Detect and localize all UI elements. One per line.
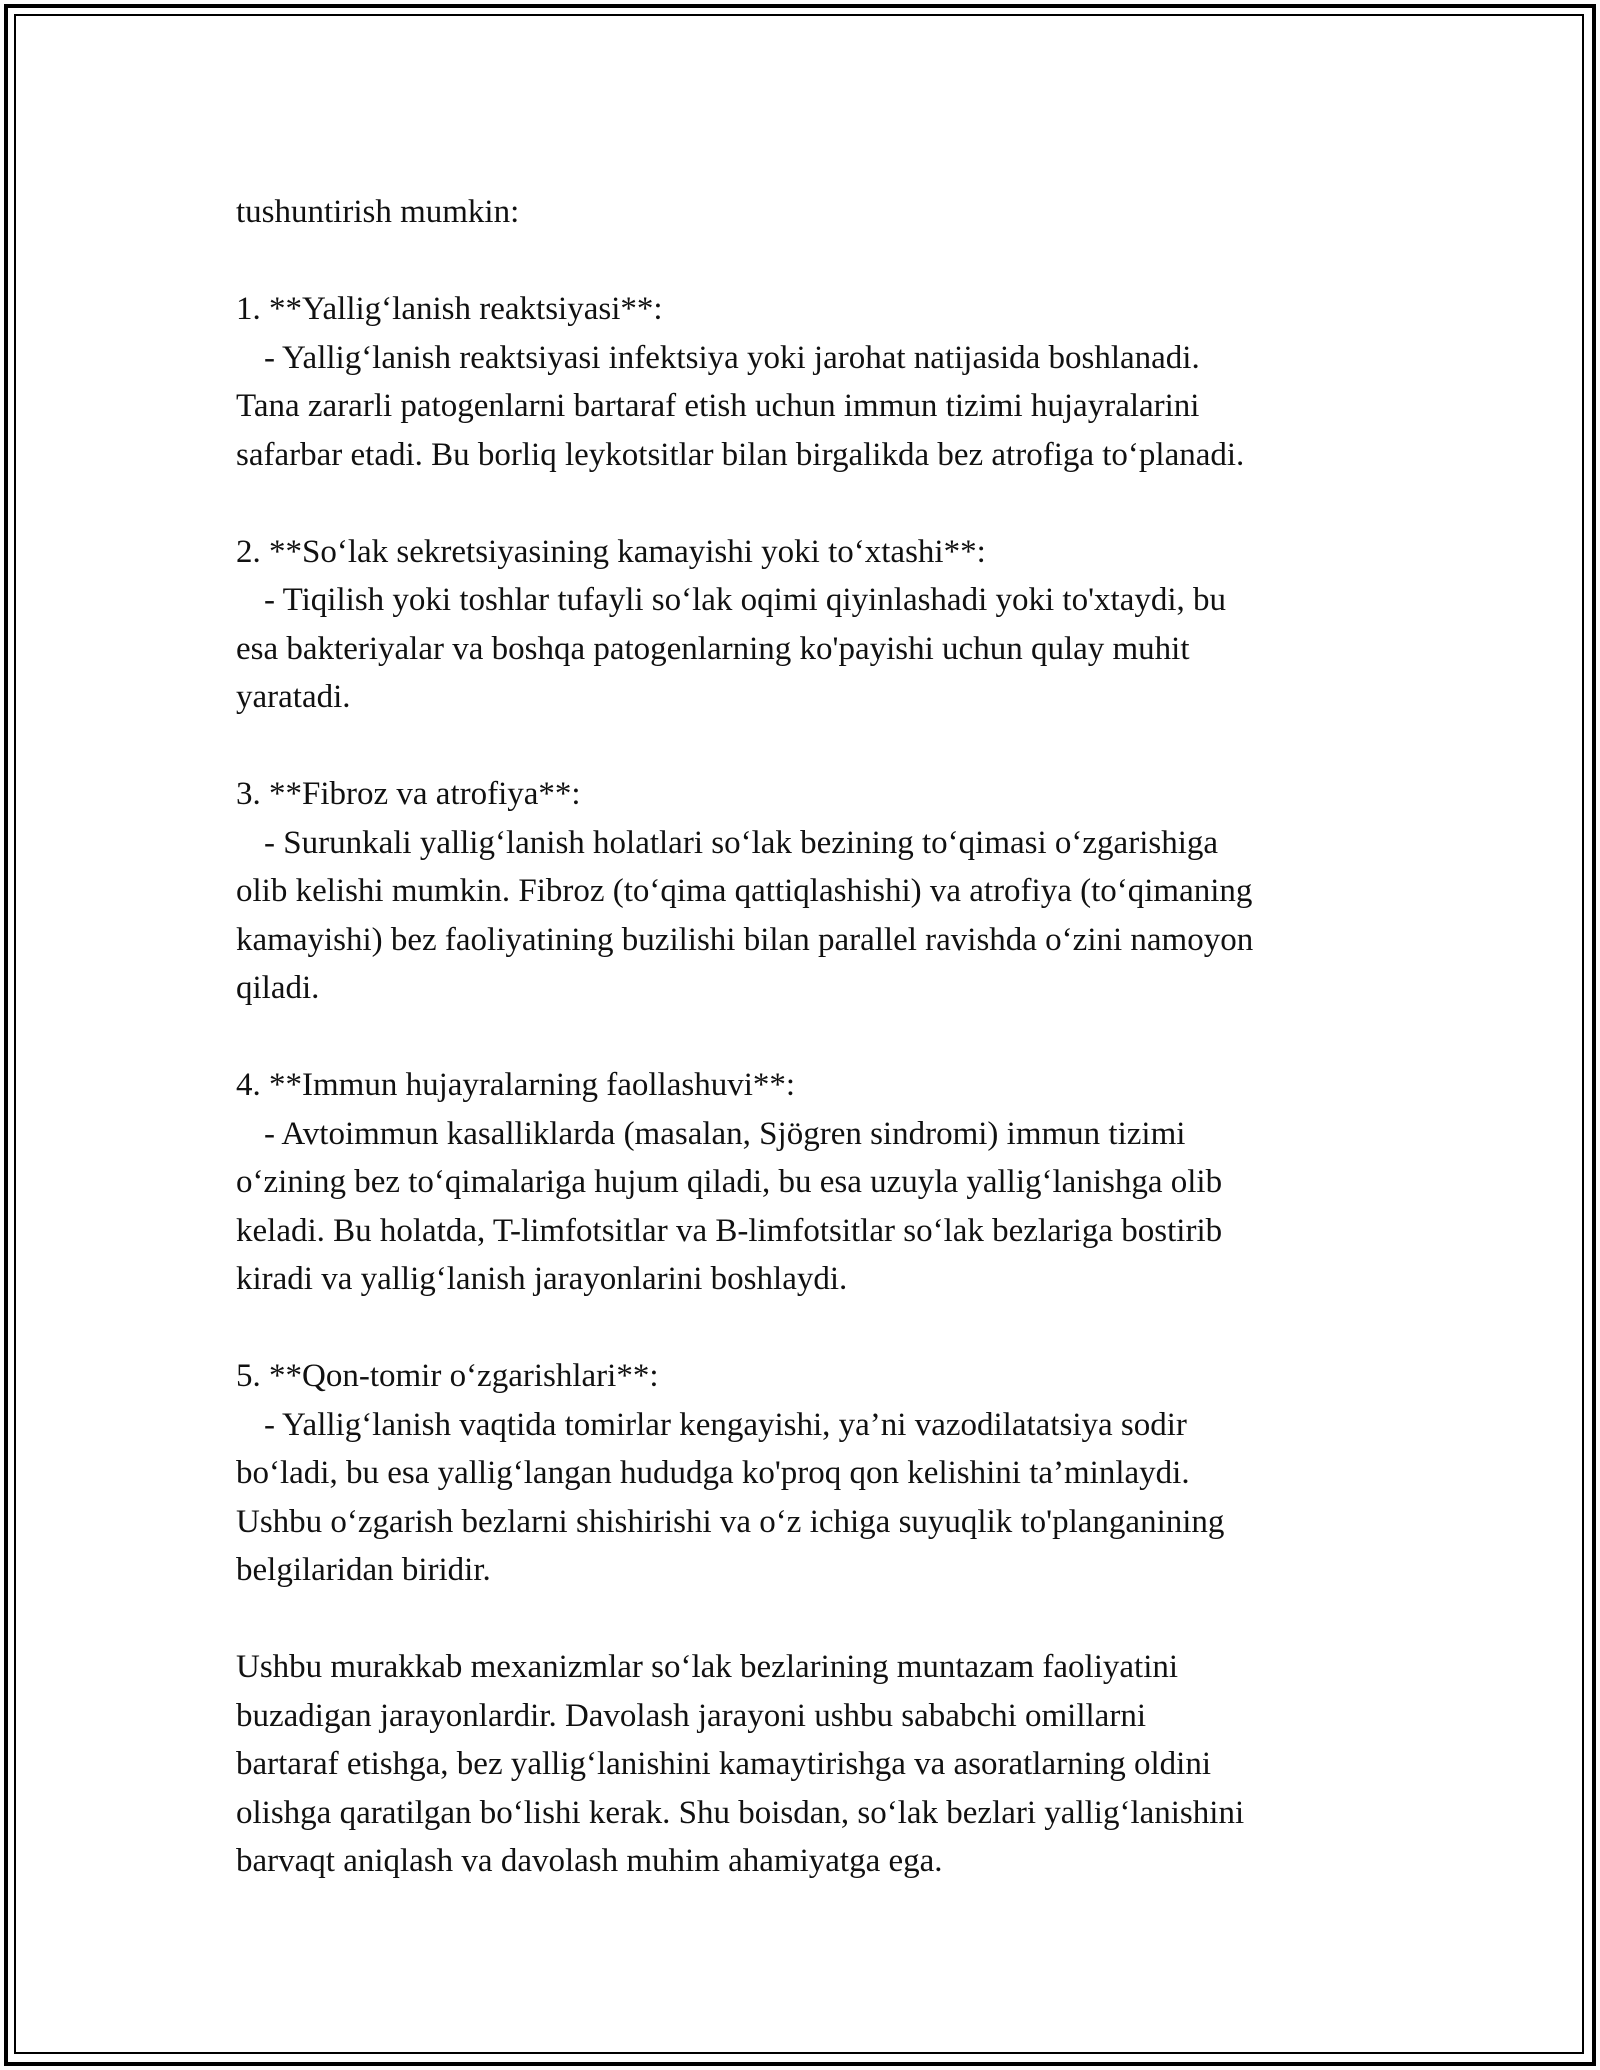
- document-body: [236, 188, 1386, 1886]
- section-text-line: safarbar etadi. Bu borliq leykotsitlar bilan birgalikda bez atrofiga to‘planadi.: [236, 436, 1245, 473]
- section-text-line: - Tiqilish yoki toshlar tufayli so‘lak oqimi qiyinlashadi yoki to'xtaydi, bu: [264, 582, 1227, 618]
- section-text-line: o‘zining bez to‘qimalariga hujum qiladi, bu esa uzuyla yallig‘lanishga olib: [236, 1164, 1223, 1200]
- section-text-line: kamayishi) bez faoliyatining buzilishi bilan parallel ravishda o‘zini namoyon: [236, 921, 1254, 958]
- section-5: [236, 1352, 1386, 1595]
- section-heading: 4. **Immun hujayralarning faollashuvi**:: [236, 1067, 796, 1103]
- conclusion-line: bartaraf etishga, bez yallig‘lanishini kamaytirishga va asoratlarning oldini: [236, 1746, 1212, 1782]
- section-text-line: olib kelishi mumkin. Fibroz (to‘qima qattiqlashishi) va atrofiya (to‘qimaning: [236, 873, 1253, 909]
- section-4: [236, 1061, 1386, 1304]
- section-text-line: kiradi va yallig‘lanish jarayonlarini boshlaydi.: [236, 1261, 848, 1297]
- section-text-line: - Yallig‘lanish vaqtida tomirlar kengayishi, ya’ni vazodilatatsiya sodir: [264, 1406, 1187, 1443]
- conclusion-paragraph: [236, 1643, 1386, 1886]
- intro-line: tushuntirish mumkin:: [236, 194, 520, 230]
- section-1: [236, 285, 1386, 479]
- section-text-line: qiladi.: [236, 970, 320, 1006]
- conclusion-line: olishga qaratilgan bo‘lishi kerak. Shu boisdan, so‘lak bezlari yallig‘lanishini: [236, 1794, 1245, 1831]
- paragraph-gap: [236, 237, 1386, 286]
- paragraph-gap: [236, 1304, 1386, 1353]
- paragraph-gap: [236, 479, 1386, 528]
- section-text-line: - Yallig‘lanish reaktsiyasi infektsiya yoki jarohat natijasida boshlanadi.: [264, 339, 1200, 376]
- section-heading: 3. **Fibroz va atrofiya**:: [236, 776, 581, 812]
- conclusion-line: barvaqt aniqlash va davolash muhim ahamiyatga ega.: [236, 1843, 943, 1879]
- section-text-line: - Surunkali yallig‘lanish holatlari so‘lak bezining to‘qimasi o‘zgarishiga: [264, 824, 1219, 861]
- section-heading: 5. **Qon-tomir o‘zgarishlari**:: [236, 1358, 659, 1394]
- section-text-line: yaratadi.: [236, 679, 351, 715]
- paragraph-gap: [236, 722, 1386, 771]
- section-text-line: - Avtoimmun kasalliklarda (masalan, Sjögren sindromi) immun tizimi: [264, 1115, 1186, 1152]
- section-2: [236, 528, 1386, 722]
- section-text-line: esa bakteriyalar va boshqa patogenlarning ko'payishi uchun qulay muhit: [236, 630, 1190, 667]
- paragraph-gap: [236, 1595, 1386, 1644]
- section-heading: 1. **Yallig‘lanish reaktsiyasi**:: [236, 291, 663, 327]
- section-text-line: belgilaridan biridir.: [236, 1552, 491, 1588]
- section-text-line: Tana zararli patogenlarni bartaraf etish uchun immun tizimi hujayralarini: [236, 388, 1200, 424]
- paragraph-gap: [236, 1013, 1386, 1062]
- section-3: [236, 770, 1386, 1013]
- conclusion-line: Ushbu murakkab mexanizmlar so‘lak bezlarining muntazam faoliyatini: [236, 1649, 1179, 1685]
- section-text-line: Ushbu o‘zgarish bezlarni shishirishi va o‘z ichiga suyuqlik to'planganining: [236, 1503, 1225, 1540]
- section-heading: 2. **So‘lak sekretsiyasining kamayishi yoki to‘xtashi**:: [236, 533, 986, 570]
- section-text-line: keladi. Bu holatda, T-limfotsitlar va B-limfotsitlar so‘lak bezlariga bostirib: [236, 1212, 1223, 1249]
- section-text-line: bo‘ladi, bu esa yallig‘langan hududga ko'proq qon kelishini ta’minlaydi.: [236, 1455, 1190, 1491]
- conclusion-line: buzadigan jarayonlardir. Davolash jarayoni ushbu sababchi omillarni: [236, 1697, 1146, 1734]
